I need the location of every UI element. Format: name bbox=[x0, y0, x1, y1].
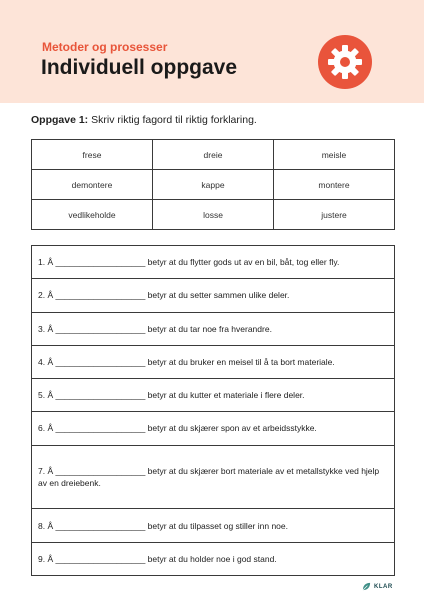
question-text: 4. Å ___________________ betyr at du bruker en meisel til å ta bort materiale. bbox=[32, 345, 395, 378]
task-instruction bbox=[31, 114, 257, 126]
word-bank-cell: frese bbox=[32, 140, 153, 170]
worksheet-subtitle: Metoder og prosesser bbox=[42, 40, 168, 54]
question-text: 8. Å ___________________ betyr at du tilpasset og stiller inn noe. bbox=[32, 509, 395, 542]
gear-badge bbox=[318, 35, 372, 89]
word-bank-row bbox=[32, 200, 395, 230]
question-text: 1. Å ___________________ betyr at du flytter gods ut av en bil, båt, tog eller fly. bbox=[32, 246, 395, 279]
word-bank-cell: demontere bbox=[32, 170, 153, 200]
question-text: 7. Å ___________________ betyr at du skjærer bort materiale av et metallstykke ved hjelp av en dreiebenk. bbox=[32, 445, 395, 509]
question-row bbox=[32, 509, 395, 542]
word-bank-cell: justere bbox=[274, 200, 395, 230]
question-row bbox=[32, 542, 395, 575]
question-text: 5. Å ___________________ betyr at du kutter et materiale i flere deler. bbox=[32, 379, 395, 412]
word-bank-cell: meisle bbox=[274, 140, 395, 170]
word-bank-table bbox=[31, 139, 395, 230]
questions-table bbox=[31, 245, 395, 576]
question-row bbox=[32, 312, 395, 345]
logo-text: KLAR bbox=[374, 583, 393, 590]
question-row bbox=[32, 412, 395, 445]
header-banner bbox=[0, 0, 424, 103]
worksheet-title: Individuell oppgave bbox=[41, 56, 238, 79]
question-text: 9. Å ___________________ betyr at du holder noe i god stand. bbox=[32, 542, 395, 575]
word-bank-row bbox=[32, 140, 395, 170]
word-bank-cell: vedlikeholde bbox=[32, 200, 153, 230]
question-row bbox=[32, 379, 395, 412]
question-row bbox=[32, 345, 395, 378]
word-bank-cell: montere bbox=[274, 170, 395, 200]
task-text: Skriv riktig fagord til riktig forklaring. bbox=[91, 114, 257, 126]
klar-logo bbox=[362, 582, 393, 591]
gear-icon bbox=[327, 44, 363, 80]
question-text: 2. Å ___________________ betyr at du setter sammen ulike deler. bbox=[32, 279, 395, 312]
word-bank-cell: kappe bbox=[153, 170, 274, 200]
word-bank-cell: losse bbox=[153, 200, 274, 230]
task-label: Oppgave 1: bbox=[31, 114, 89, 126]
question-text: 3. Å ___________________ betyr at du tar noe fra hverandre. bbox=[32, 312, 395, 345]
leaf-logo-icon bbox=[362, 582, 371, 591]
word-bank-cell: dreie bbox=[153, 140, 274, 170]
question-row bbox=[32, 445, 395, 509]
question-row bbox=[32, 246, 395, 279]
question-text: 6. Å ___________________ betyr at du skjærer spon av et arbeidsstykke. bbox=[32, 412, 395, 445]
word-bank-row bbox=[32, 170, 395, 200]
question-row bbox=[32, 279, 395, 312]
